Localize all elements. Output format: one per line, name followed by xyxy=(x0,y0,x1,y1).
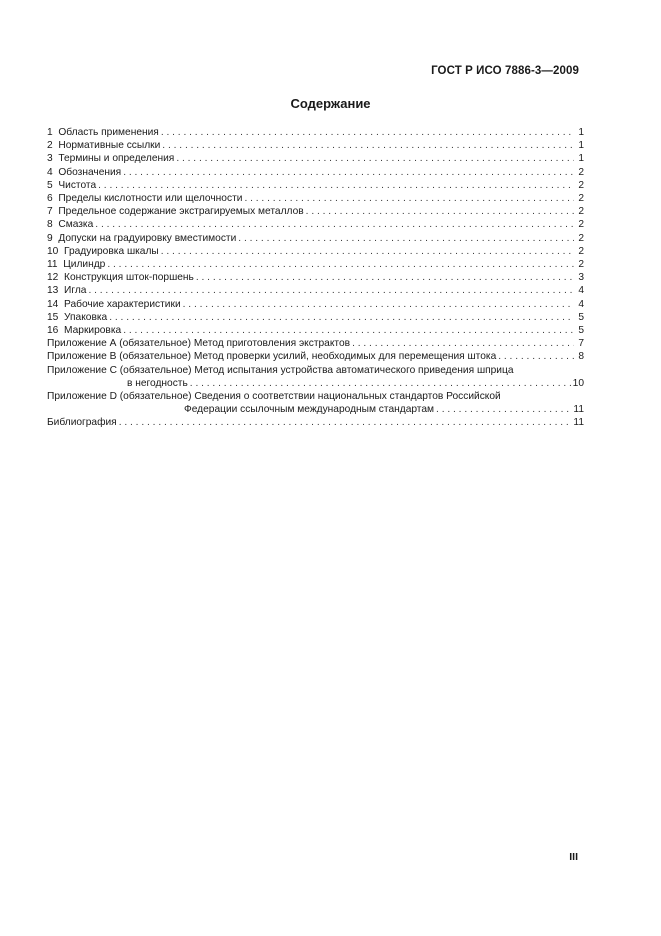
toc-entry-8[interactable] xyxy=(47,218,584,231)
toc-title: Содержание xyxy=(290,96,371,111)
toc-entry-number: 3 xyxy=(47,153,53,165)
toc-entry-12[interactable] xyxy=(47,271,584,284)
toc-entry-title: Термины и определения xyxy=(58,153,175,165)
dot-leader xyxy=(123,324,574,337)
toc-appendix-title: Приложение В (обязательное) Метод проверки усилий, необходимых для перемещения штока xyxy=(47,351,497,363)
toc-entry-15[interactable] xyxy=(47,311,584,324)
dot-leader xyxy=(436,403,571,416)
dot-leader xyxy=(95,218,574,231)
toc-entry-page: 10 xyxy=(572,377,584,389)
toc-entry-page: 1 xyxy=(578,140,584,152)
toc-appendix-title: Приложение А (обязательное) Метод приготовления экстрактов xyxy=(47,338,351,350)
toc-entry-title: Предельное содержание экстрагируемых металлов xyxy=(58,206,304,218)
dot-leader xyxy=(161,126,574,139)
toc-entry-number: 1 xyxy=(47,127,53,138)
toc-entry-number: 15 xyxy=(47,311,59,323)
toc-entry-page: 11 xyxy=(573,417,584,429)
toc-entry-number: 2 xyxy=(47,140,53,152)
toc-entry-page: 2 xyxy=(578,259,584,271)
toc-entry-number: 10 xyxy=(47,245,59,257)
toc-entry-3[interactable] xyxy=(47,152,584,165)
document-header: ГОСТ Р ИСО 7886-3—2009 xyxy=(431,65,579,77)
toc-entry-number: 5 xyxy=(47,179,53,191)
dot-leader xyxy=(162,139,574,152)
toc-entry-number: 6 xyxy=(47,193,53,205)
toc-entry-title: Упаковка xyxy=(64,311,108,323)
toc-appendix-a[interactable] xyxy=(47,337,584,350)
toc-entry-page: 2 xyxy=(578,179,584,191)
toc-entry-page: 2 xyxy=(578,193,584,205)
toc-entry-1[interactable] xyxy=(47,126,584,139)
toc-entry-page: 1 xyxy=(578,127,584,138)
toc-entry-number: 12 xyxy=(47,272,59,284)
toc-entry-13[interactable] xyxy=(47,284,584,297)
toc-entry-11[interactable] xyxy=(47,258,584,271)
toc-entry-number: 8 xyxy=(47,219,53,231)
toc-entry-number: 13 xyxy=(47,285,59,297)
dot-leader xyxy=(183,298,574,311)
toc-entry-page: 5 xyxy=(578,311,584,323)
toc-entry-page: 2 xyxy=(578,245,584,257)
toc-entry-number: 16 xyxy=(47,325,59,337)
toc-entry-9[interactable] xyxy=(47,232,584,245)
dot-leader xyxy=(109,311,574,324)
toc-entry-title: Обозначения xyxy=(58,166,122,178)
toc-appendix-continuation xyxy=(47,377,584,390)
dot-leader xyxy=(238,232,574,245)
toc-entry-title: Нормативные ссылки xyxy=(58,140,161,152)
dot-leader xyxy=(88,284,574,297)
toc-entry-page: 2 xyxy=(578,206,584,218)
toc-entry-4[interactable] xyxy=(47,166,584,179)
toc-appendix-title-cont: в негодность xyxy=(127,377,188,389)
dot-leader xyxy=(196,271,574,284)
toc-entry-page: 5 xyxy=(578,325,584,337)
toc-entry-number: 4 xyxy=(47,166,53,178)
toc-appendix-title: Приложение D (обязательное) Сведения о соответствии национальных стандартов Российской xyxy=(47,391,501,403)
toc-appendix-title: Приложение С (обязательное) Метод испытания устройства автоматического приведения шприца xyxy=(47,364,514,376)
toc-entry-page: 2 xyxy=(578,166,584,178)
page-number: III xyxy=(569,851,578,863)
dot-leader xyxy=(98,179,574,192)
toc-entry-page: 2 xyxy=(578,219,584,231)
toc-entry-title: Допуски на градуировку вместимости xyxy=(58,232,237,244)
toc-appendix-title-cont: Федерации ссылочным международным стандартам xyxy=(184,404,435,416)
toc-entry-number: 11 xyxy=(47,259,58,271)
toc-entry-number: 9 xyxy=(47,232,53,244)
toc-entry-title: Конструкция шток-поршень xyxy=(64,272,194,284)
dot-leader xyxy=(244,192,574,205)
toc-entry-title: Градуировка шкалы xyxy=(64,245,159,257)
toc-entry-title: Смазка xyxy=(58,219,94,231)
toc-entry-title: Область применения xyxy=(58,127,159,138)
toc-entry-5[interactable] xyxy=(47,179,584,192)
dot-leader xyxy=(190,377,571,390)
dot-leader xyxy=(123,166,574,179)
toc-entry-page: 8 xyxy=(578,351,584,363)
toc-entry-6[interactable] xyxy=(47,192,584,205)
toc-entry-page: 4 xyxy=(578,298,584,310)
dot-leader xyxy=(107,258,574,271)
toc-entry-page: 1 xyxy=(578,153,584,165)
dot-leader xyxy=(119,416,572,429)
dot-leader xyxy=(176,152,574,165)
dot-leader xyxy=(498,350,574,363)
toc-entry-title: Цилиндр xyxy=(63,259,106,271)
toc-entry-page: 7 xyxy=(578,338,584,350)
dot-leader xyxy=(161,245,574,258)
toc-entry-page: 2 xyxy=(578,232,584,244)
toc-bibliography[interactable] xyxy=(47,416,584,429)
toc-appendix-c[interactable] xyxy=(47,364,584,390)
toc-appendix-b[interactable] xyxy=(47,350,584,363)
dot-leader xyxy=(306,205,574,218)
toc-appendix-d[interactable] xyxy=(47,390,584,416)
dot-leader xyxy=(352,337,574,350)
toc-bibliography-title: Библиография xyxy=(47,417,117,429)
toc-entry-page: 4 xyxy=(578,285,584,297)
toc-entry-10[interactable] xyxy=(47,245,584,258)
toc-entry-title: Чистота xyxy=(58,179,97,191)
toc-entry-page: 11 xyxy=(573,404,584,416)
toc-entry-title: Пределы кислотности или щелочности xyxy=(58,193,243,205)
toc-entry-7[interactable] xyxy=(47,205,584,218)
toc-entry-2[interactable] xyxy=(47,139,584,152)
toc-appendix-continuation xyxy=(47,403,584,416)
toc-entry-14[interactable] xyxy=(47,298,584,311)
table-of-contents xyxy=(47,126,584,430)
toc-entry-title: Маркировка xyxy=(64,325,122,337)
toc-entry-16[interactable] xyxy=(47,324,584,337)
toc-entry-title: Игла xyxy=(64,285,87,297)
toc-entry-number: 14 xyxy=(47,298,59,310)
toc-entry-title: Рабочие характеристики xyxy=(64,298,181,310)
toc-entry-number: 7 xyxy=(47,206,53,218)
toc-entry-page: 3 xyxy=(578,272,584,284)
